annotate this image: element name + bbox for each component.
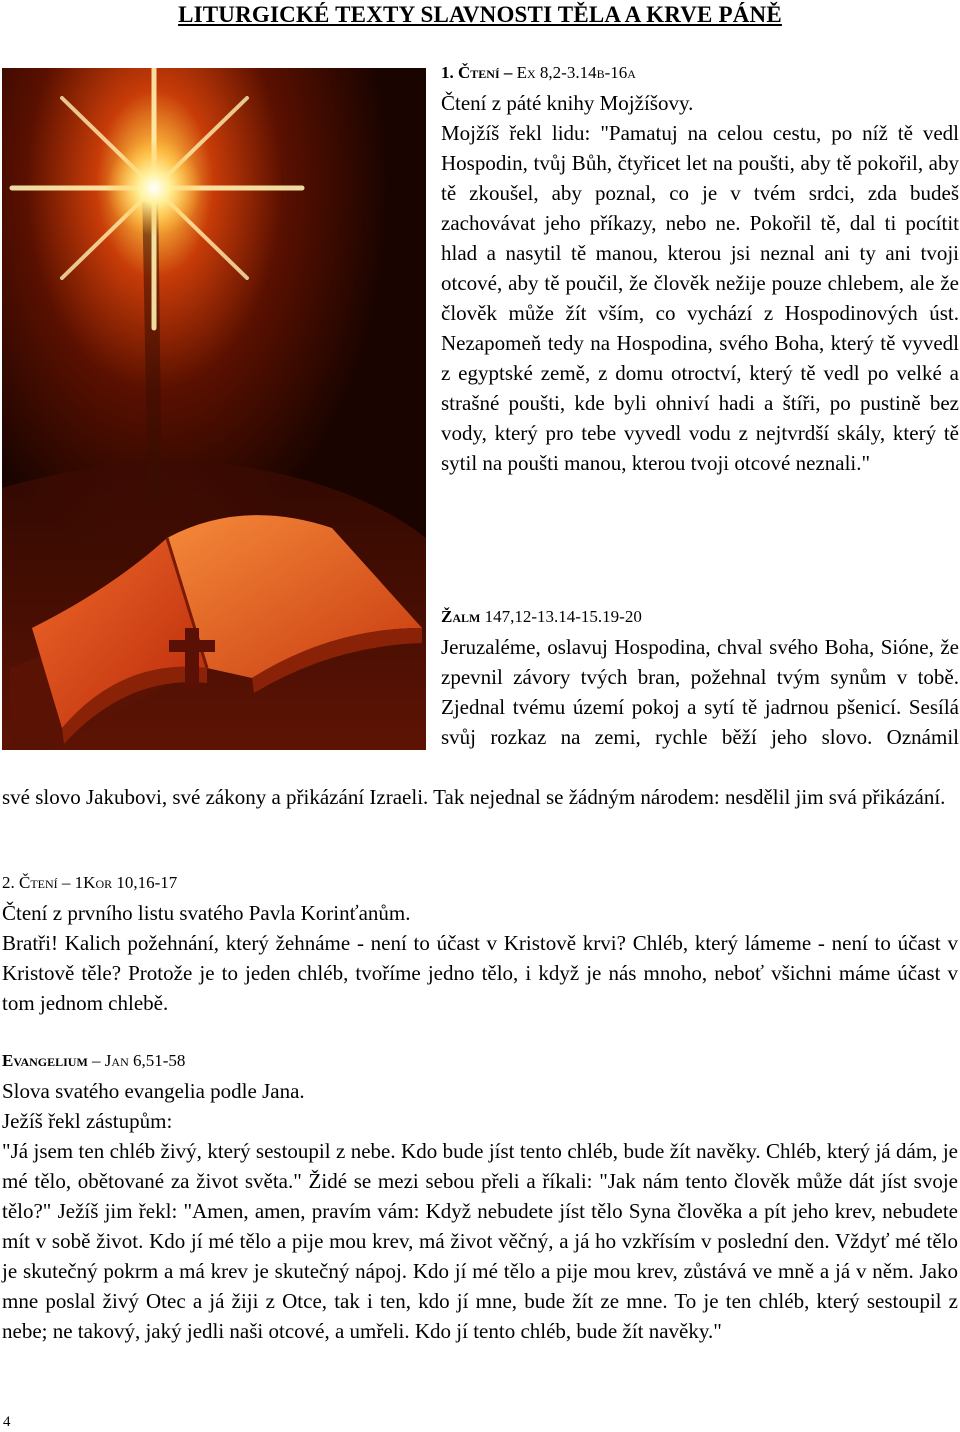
reading-2-text: Bratři! Kalich požehnání, který žehnáme - není to účast v Kristově krvi? Chléb, který lámeme - není to účast v Kristově těle? Protože je to jeden chléb, tvoříme jedno tělo, i když je nás mnoho, neboť všichni máme účast v tom jednom chlebě.: [2, 931, 958, 1015]
psalm-text-full: své slovo Jakubovi, své zákony a přikázání Izraeli. Tak nejednal se žádným národem: nesdělil jim svá přikázání.: [2, 785, 946, 809]
reading-2-intro: Čtení z prvního listu svatého Pavla Korinťanům.: [2, 901, 411, 925]
reading-2: [2, 872, 958, 1018]
page-title: LITURGICKÉ TEXTY SLAVNOSTI TĚLA A KRVE PÁNĚ: [178, 2, 782, 27]
bible-candle-cross-image: [2, 68, 426, 750]
psalm-text-column: Jeruzaléme, oslavuj Hospodina, chval svého Boha, Sióne, že zpevnil závory tvých bran, požehnal tvým synům v tobě. Zjednal tvému území pokoj a sytí tě jadrnou pšenicí. Sesílá svůj rozkaz na zemi, rychle běží jeho slovo. Oznámil: [441, 635, 959, 749]
reading-2-reference: 2. Čtení – 1Kor 10,16-17: [2, 873, 178, 892]
page-number: 4: [3, 1414, 11, 1430]
gospel-intro-2: Ježíš řekl zástupům:: [2, 1109, 173, 1133]
gospel-intro: Slova svatého evangelia podle Jana.: [2, 1079, 305, 1103]
gospel: [2, 1050, 958, 1346]
gospel-reference: Evangelium – Jan 6,51-58: [2, 1051, 186, 1070]
reading-1-reference: 1. Čtení – Ex 8,2-3.14b-16a: [441, 63, 636, 82]
gospel-text: "Já jsem ten chléb živý, který sestoupil z nebe. Kdo bude jíst tento chléb, bude žít navěky. Chléb, který já dám, je mé tělo, obětované za život světa." Židé se mezi sebou přeli a říkali: "Jak nám tento člověk může dát jíst svoje tělo?" Ježíš jim řekl: "Amen, amen, pravím vám: Když nebudete jíst tělo Syna člověka a pít jeho krev, nebudete mít v sobě život. Kdo jí mé tělo a pije mou krev, má život věčný, a já ho vzkřísím v poslední den. Vždyť mé tělo je skutečný pokrm a má krev je skutečný nápoj. Kdo jí mé tělo a pije mou krev, zůstává ve mně a já v něm. Jako mne poslal živý Otec a já žiji z Otce, tak i ten, kdo jí mne, bude žít ze mne. To je ten chléb, který sestoupil z nebe; ne takový, jaký jedli naši otcové, a umřeli. Kdo jí tento chléb, bude žít navěky.": [2, 1139, 958, 1343]
reading-1-intro: Čtení z páté knihy Mojžíšovy.: [441, 91, 694, 115]
psalm: [441, 606, 959, 752]
psalm-reference: Žalm 147,12-13.14-15.19-20: [441, 607, 642, 626]
psalm-continued: [2, 782, 958, 812]
reading-1: [441, 62, 959, 478]
reading-1-text: Mojžíš řekl lidu: "Pamatuj na celou cestu, po níž tě vedl Hospodin, tvůj Bůh, čtyřicet let na poušti, aby tě pokořil, aby tě zkoušel, aby poznal, co je v tvém srdci, zda budeš zachovávat jeho příkazy, nebo ne. Pokořil tě, dal ti pocítit hlad a nasytil tě manou, kterou jsi neznal ani ty ani tvoji otcové, aby tě poučil, že člověk nežije pouze chlebem, ale že člověk může žít vším, co vychází z Hospodinových úst. Nezapomeň tedy na Hospodina, svého Boha, který tě vyvedl z egyptské země, z domu otroctví, který tě vedl po velké a strašné poušti, kde byli ohniví hadi a štíři, po pustině bez vody, který pro tebe vyvedl vodu z nejtvrdší skály, který tě sytil na poušti manou, kterou tvoji otcové neznali.": [441, 121, 959, 475]
